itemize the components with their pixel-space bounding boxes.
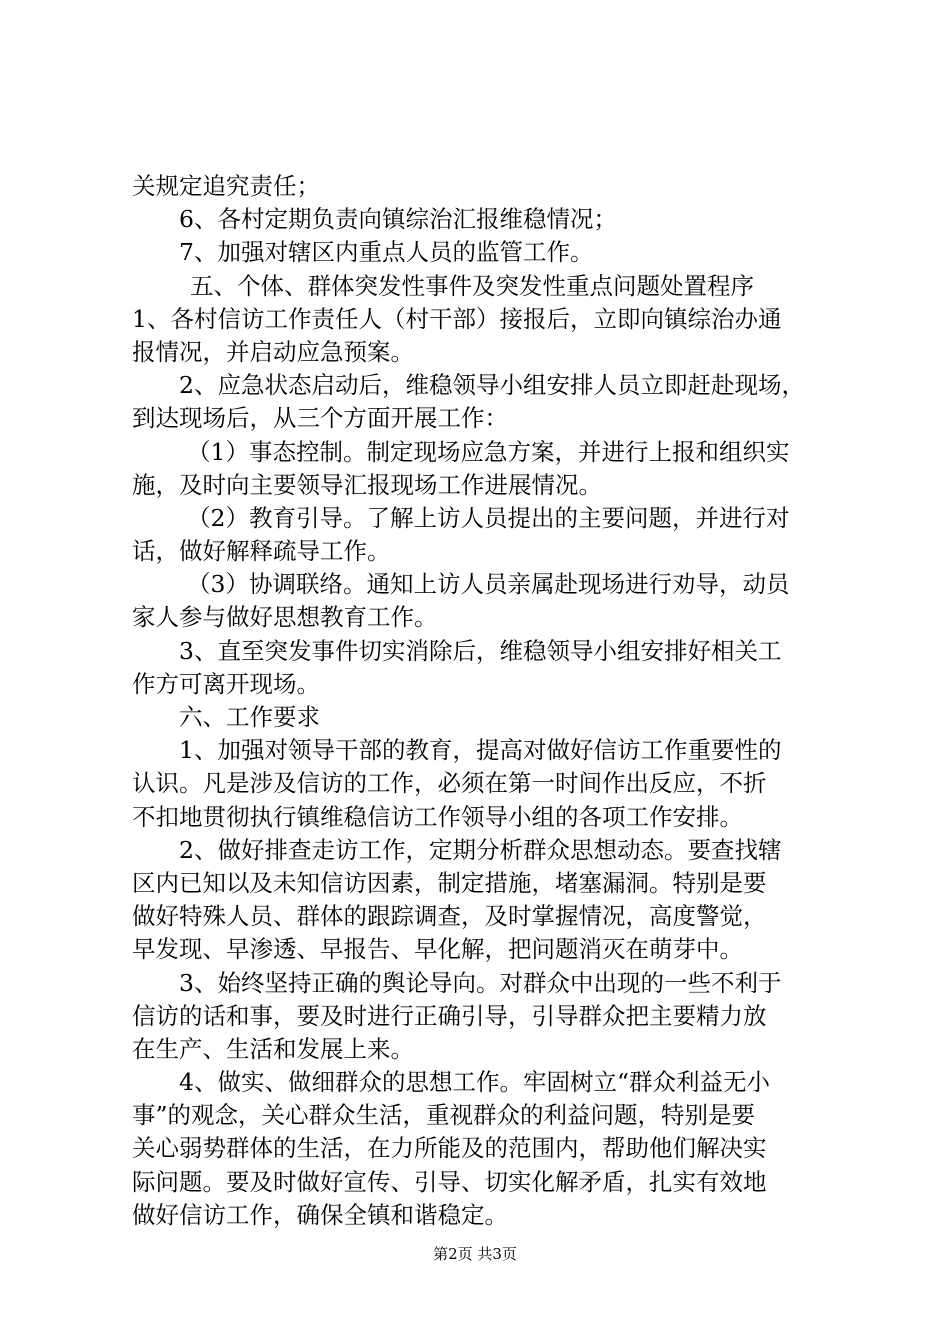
document-body [132, 170, 832, 1232]
text-line: 关心弱势群体的生活，在力所能及的范围内，帮助他们解决实 [132, 1134, 767, 1163]
text-line: 事”的观念，关心群众生活，重视群众的利益问题，特别是要 [132, 1101, 756, 1130]
text-line: 做好信访工作，确保全镇和谐稳定。 [132, 1200, 508, 1229]
text-line: 不扣地贯彻执行镇维稳信访工作领导小组的各项工作安排。 [132, 802, 743, 831]
text-line: 关规定追究责任； [132, 172, 320, 200]
text-line: 早发现、早渗透、早报告、早化解，把问题消灭在萌芽中。 [132, 935, 743, 964]
text-line: （2）教育引导。了解上访人员提出的主要问题，并进行对 [187, 503, 790, 532]
text-line: （3）协调联络。通知上访人员亲属赴现场进行劝导，动员 [187, 570, 790, 599]
text-line: 7、加强对辖区内重点人员的监管工作。 [179, 238, 594, 267]
section-heading: 五、个体、群体突发性事件及突发性重点问题处置程序 [190, 271, 754, 300]
text-line: 家人参与做好思想教育工作。 [132, 603, 438, 632]
text-line: 1、各村信访工作责任人（村干部）接报后，立即向镇综治办通 [132, 304, 782, 333]
text-line: 作方可离开现场。 [132, 669, 320, 698]
section-heading: 六、工作要求 [179, 703, 320, 731]
text-line: （1）事态控制。制定现场应急方案，并进行上报和组织实 [187, 437, 790, 466]
text-line: 3、直至突发事件切实消除后，维稳领导小组安排好相关工 [179, 636, 782, 665]
text-line: 2、做好排查走访工作，定期分析群众思想动态。要查找辖 [179, 835, 782, 864]
text-line: 认识。凡是涉及信访的工作，必须在第一时间作出反应，不折 [132, 769, 767, 798]
text-line: 到达现场后，从三个方面开展工作： [132, 404, 508, 433]
text-line: 4、做实、做细群众的思想工作。牢固树立“群众利益无小 [179, 1068, 770, 1097]
text-line: 话，做好解释疏导工作。 [132, 537, 391, 566]
text-line: 信访的话和事，要及时进行正确引导，引导群众把主要精力放 [132, 1001, 767, 1030]
text-line: 2、应急状态启动后，维稳领导小组安排人员立即赶赴现场， [179, 371, 805, 400]
text-line: 3、始终坚持正确的舆论导向。对群众中出现的一些不利于 [179, 968, 782, 997]
page-number-footer: 第2页 共3页 [433, 1245, 517, 1263]
text-line: 报情况，并启动应急预案。 [132, 337, 414, 366]
text-line: 施，及时向主要领导汇报现场工作进展情况。 [132, 470, 602, 499]
text-line: 做好特殊人员、群体的跟踪调查，及时掌握情况，高度警觉， [132, 902, 767, 931]
text-line: 际问题。要及时做好宣传、引导、切实化解矛盾，扎实有效地 [132, 1167, 767, 1196]
text-line: 在生产、生活和发展上来。 [132, 1034, 414, 1063]
text-line: 1、加强对领导干部的教育，提高对做好信访工作重要性的 [179, 736, 782, 765]
text-line: 6、各村定期负责向镇综治汇报维稳情况； [179, 205, 617, 234]
text-line: 区内已知以及未知信访因素，制定措施，堵塞漏洞。特别是要 [132, 868, 767, 897]
